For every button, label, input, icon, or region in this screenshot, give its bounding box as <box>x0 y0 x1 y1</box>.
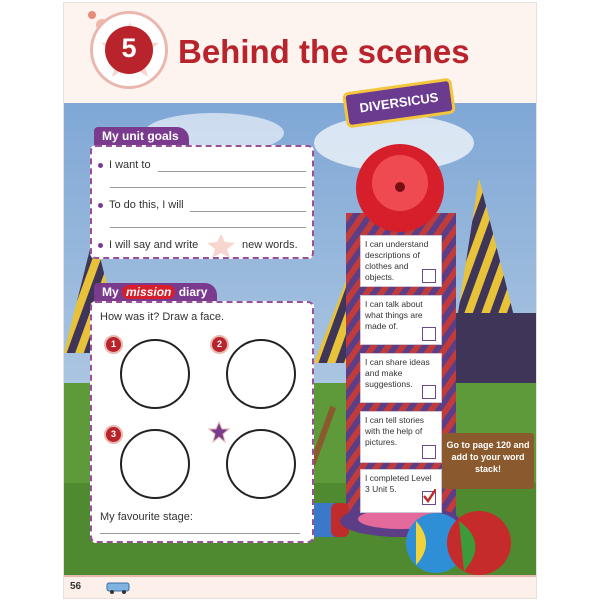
page-footer <box>64 575 536 598</box>
goal-line-3 <box>98 239 198 251</box>
bullet-icon <box>98 243 103 248</box>
diversicus-label: DIVERSICUS <box>358 89 440 116</box>
star-badge-icon <box>208 421 230 443</box>
checklist-text-5: I completed Level 3 Unit 5. <box>365 473 432 494</box>
favourite-stage-label: My favourite stage: <box>100 511 193 523</box>
goal-prefix-2: To do this, I will <box>109 199 184 211</box>
face-drawing-circle-4[interactable] <box>226 429 296 499</box>
bullet-icon <box>98 203 103 208</box>
goal-prefix-3: I will say and write <box>109 239 199 251</box>
checklist-checkbox-5[interactable] <box>422 491 436 505</box>
face-number-3: 3 <box>104 425 123 444</box>
tab-my: My <box>102 285 119 299</box>
page-number: 56 <box>70 581 82 592</box>
goal-suffix-3: new words. <box>242 239 298 251</box>
unit-number: 5 <box>121 33 137 63</box>
face-number-1: 1 <box>104 335 123 354</box>
goal-write-line-2b[interactable] <box>110 227 306 228</box>
goal-line-2 <box>98 199 184 211</box>
diary-prompt: How was it? Draw a face. <box>100 311 225 323</box>
unit-header <box>64 3 536 103</box>
page-title: Behind the scenes <box>178 33 470 70</box>
workbook-page <box>64 3 536 598</box>
unit-badge <box>90 11 168 89</box>
checkmark-icon <box>422 489 436 503</box>
bullet-icon <box>98 163 103 168</box>
favourite-stage-line[interactable] <box>100 533 300 534</box>
goal-prefix-1: I want to <box>109 159 151 171</box>
face-number-2: 2 <box>210 335 229 354</box>
checklist-text-3: I can share ideas and make suggestions. <box>365 357 430 389</box>
checklist-text-4: I can tell stories with the help of pictures. <box>365 415 425 447</box>
face-drawing-circle-2[interactable] <box>226 339 296 409</box>
checklist-checkbox-3[interactable] <box>422 385 436 399</box>
unit-goals-tab: My unit goals <box>94 127 189 146</box>
mission-diary-panel <box>90 301 314 543</box>
word-stack-signpost: Go to page 120 and add to your word stack! <box>442 433 534 489</box>
checklist-text-1: I can understand descriptions of clothes and objects. <box>365 239 429 282</box>
checklist-checkbox-2[interactable] <box>422 327 436 341</box>
star-write-in-icon[interactable] <box>204 233 238 259</box>
unit-goals-panel <box>90 145 314 259</box>
checklist-checkbox-1[interactable] <box>422 269 436 283</box>
goal-write-line-2[interactable] <box>190 211 306 212</box>
mission-diary-tab <box>94 283 217 302</box>
bus-icon <box>106 582 130 594</box>
checklist-text-2: I can talk about what things are made of. <box>365 299 423 331</box>
face-drawing-circle-3[interactable] <box>120 429 190 499</box>
goal-write-line-1[interactable] <box>158 171 306 172</box>
goal-line-1 <box>98 159 151 171</box>
goal-write-line-1b[interactable] <box>110 187 306 188</box>
tab-mission: mission <box>122 285 175 299</box>
checklist-checkbox-4[interactable] <box>422 445 436 459</box>
tab-diary: diary <box>178 285 208 299</box>
face-drawing-circle-1[interactable] <box>120 339 190 409</box>
